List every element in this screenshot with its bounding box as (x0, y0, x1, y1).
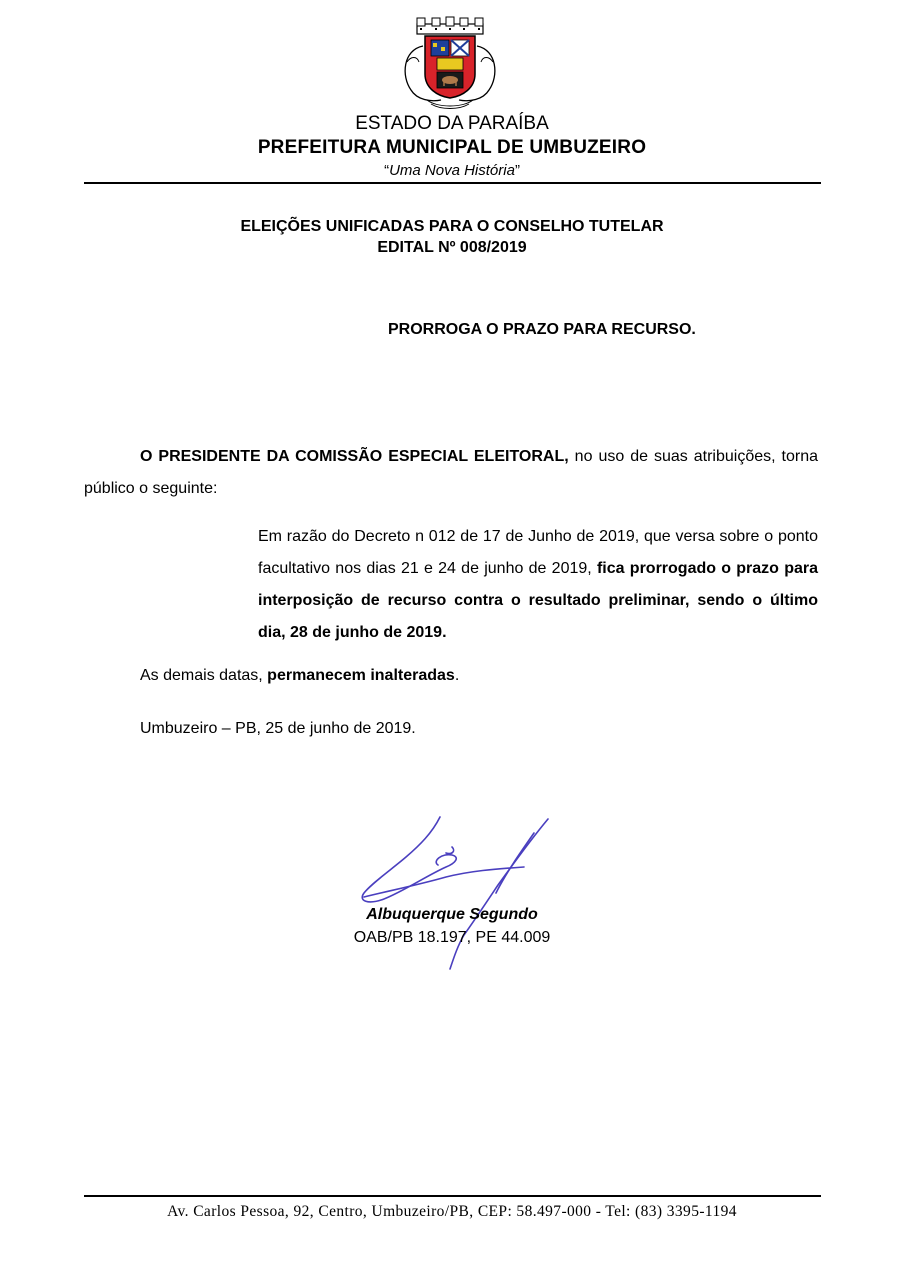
decree-bold-text: fica prorrogado o prazo para interposição de recurso contra o resultado preliminar, sendo o último dia, 28 de junho de 2019. (258, 560, 818, 641)
signatory-registration: OAB/PB 18.197, PE 44.009 (353, 929, 551, 946)
intro-bold-text: O PRESIDENTE DA COMISSÃO ESPECIAL ELEITORAL, (140, 448, 569, 465)
other-dates-text: As demais datas, (140, 667, 268, 684)
intro-paragraph (84, 441, 818, 505)
other-dates-paragraph (140, 667, 459, 685)
state-heading: ESTADO DA PARAÍBA (355, 113, 549, 134)
motto (0, 162, 904, 179)
edict-number: EDITAL Nº 008/2019 (377, 239, 527, 256)
handwritten-signature (348, 813, 560, 971)
decree-paragraph (258, 521, 818, 649)
crest-shield (425, 36, 475, 98)
other-dates-end: . (454, 667, 460, 684)
crest-crown (417, 17, 483, 34)
other-dates-bold-text: permanecem inalteradas (267, 667, 455, 684)
header-divider (84, 182, 821, 184)
decree-text: Em razão do Decreto n 012 de 17 de Junho de 2019, que versa sobre o ponto facultativo nos dias 21 e 24 de junho de 2019, (258, 528, 818, 577)
motto-close-quote: ” (514, 162, 520, 179)
document-title: ELEIÇÕES UNIFICADAS PARA O CONSELHO TUTELAR (240, 218, 664, 235)
signatory-name: Albuquerque Segundo (366, 906, 538, 923)
municipal-coat-of-arms (397, 16, 503, 110)
place-and-date: Umbuzeiro – PB, 25 de junho de 2019. (140, 720, 416, 737)
intro-text: no uso de suas atribuições, torna público o seguinte: (84, 448, 819, 497)
motto-open-quote: “ (384, 162, 390, 179)
motto-text: Uma Nova História (389, 162, 515, 179)
footer-divider (84, 1195, 821, 1197)
prefecture-heading: PREFEITURA MUNICIPAL DE UMBUZEIRO (257, 137, 647, 158)
footer-address: Av. Carlos Pessoa, 92, Centro, Umbuzeiro/PB, CEP: 58.497-000 - Tel: (83) 3395-1194 (167, 1203, 737, 1220)
edict-subject: PRORROGA O PRAZO PARA RECURSO. (388, 321, 696, 338)
